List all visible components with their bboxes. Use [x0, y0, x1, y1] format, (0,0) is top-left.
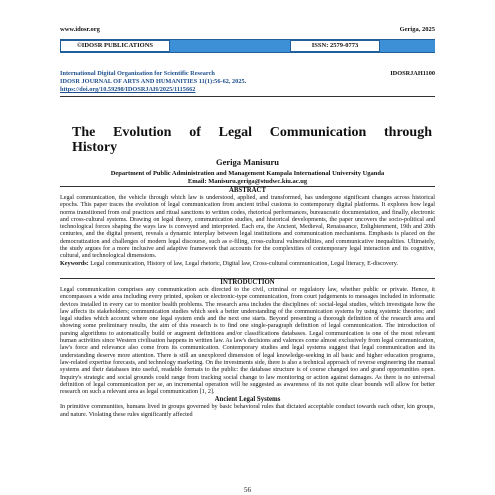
title-line-2: History	[72, 140, 118, 155]
header-divider	[60, 96, 435, 97]
journal-id: IDOSRJAH1100	[390, 70, 435, 77]
affiliation-text: Department of Public Administration and Management Kampala International University Uganda	[110, 170, 385, 177]
keywords-label: Keywords:	[60, 260, 89, 267]
keywords-text: Legal communication, History of law, Legal rhetoric, Digital law, Cross-cultural communication, Legal literacy, E-discovery.	[90, 260, 398, 267]
paper-title	[72, 125, 432, 155]
issn-box: ISSN: 2579-0773	[290, 40, 380, 52]
journal-org: International Digital Organization for Scientific Research	[60, 70, 215, 77]
abstract-heading: ABSTRACT	[228, 187, 266, 194]
keywords-line	[60, 261, 435, 268]
journal-name: IDOSR JOURNAL OF ARTS AND HUMANITIES 11(1):56-62, 2025.	[60, 78, 247, 85]
affiliation-block	[60, 170, 435, 186]
introduction-text: Legal communication comprises any communication acts directed to the civil, criminal or regulatory law, whether public or private. Hence, it encompasses a wide area including every printed, spoken or electronic-type communication, from court judgements to messages included in informatic devices installed in every car to monitor health problems. The research area includes the disciplines of: social-legal studies, which investigate how the law affects its stakeholders; communication studies which seek a better understanding of the communication systems by using systemic theories; and legal studies which account where one legal system ends and the next one starts. Beyond presenting a thorough definition of the research area and showing some preliminary results, the aim of this research is to find one single-paragraph definition of legal communication. The introduction of parsing algorithms to automatically build or augment definitions and/or classifications databases. Legal communication is one of the most relevant human activities since Western civilisation happens in written law. As law's decisions and valences come almost exclusively from legal communication, law's force and relevance also come from its communication. Contemporary studies and legal systems suggest that legal communication and its understanding deserve more attention. There is still an unexplored dimension of legal knowledge-seeking in all basic and higher education programs, law-related expertise forecasts, and technology marketing. On the investments side, there is also a technical approach of reverse engineering the manual systems and their databases into useful, readable formats to the public: the database structure is of course changed too and grand opportunities open. Inquiry's strategic and social grounds could range from tracking social change to law monitoring or action against damages. As there is no universal definition of legal communication per se, an incremental operation will be suggested as awareness of its not quite clear bounds will allow for better research on such a relevant area as legal communication [1, 2].	[60, 287, 435, 396]
ancient-legal-text: In primitive communities, humans lived in groups governed by basic behavioral rules that dictated acceptable conduct towards each other, kin groups, and nature. Violating these rules significantly affected	[60, 404, 435, 418]
introduction-heading: INTRODUCTION	[220, 279, 275, 286]
top-meta-bar	[60, 26, 435, 33]
publisher-box: ©IDOSR PUBLICATIONS	[60, 40, 170, 52]
ancient-legal-heading: Ancient Legal Systems	[214, 396, 281, 404]
website-text[interactable]: www.idosr.org	[60, 26, 100, 33]
doi-link[interactable]: https://doi.org/10.59298/IDOSRJAH/2025/1115662	[60, 86, 196, 93]
author-email[interactable]: Email: Manisuru.geriga@studwc.kiu.ac.ug	[187, 178, 308, 185]
title-line-1: The Evolution of Legal Communication through	[72, 125, 432, 140]
publisher-banner	[60, 39, 435, 53]
author-year-text: Geriga, 2025	[399, 26, 435, 33]
introduction-section	[60, 278, 435, 453]
page-number: 56	[244, 486, 251, 494]
journal-info	[60, 70, 435, 94]
abstract-text: Legal communication, the vehicle through which law is understood, applied, and transformed, has undergone significant changes across historical epochs. This paper traces the evolution of legal communication from ancient tribal customs to contemporary digital platforms. It explores how legal norms transitioned from oral practices and ritual sanctions to written codes, rhetorical performances, bureaucratic documentation, and finally, electronic and cross-cultural systems. Drawing on legal theory, communication studies, and historical developments, the paper uncovers the socio-political and technological forces shaping the ways law is conveyed and interpreted. Each era, the Ancient, Medieval, Renaissance, Enlightenment, 19th and 20th centuries, and the digital present, reveals a dynamic interplay between legal institutions and communication mechanisms. Emphasis is placed on the democratization and challenges of modern legal discourse, such as e-filing, cross-cultural vulnerabilities, and communicative inequalities. Ultimately, the study argues for a more inclusive and adaptive framework that accounts for the complexities of contemporary legal interaction and its cognitive, cultural, and technological dimensions.	[60, 195, 435, 260]
author-name: Geriga Manisuru	[215, 157, 280, 167]
abstract-section	[60, 186, 435, 279]
